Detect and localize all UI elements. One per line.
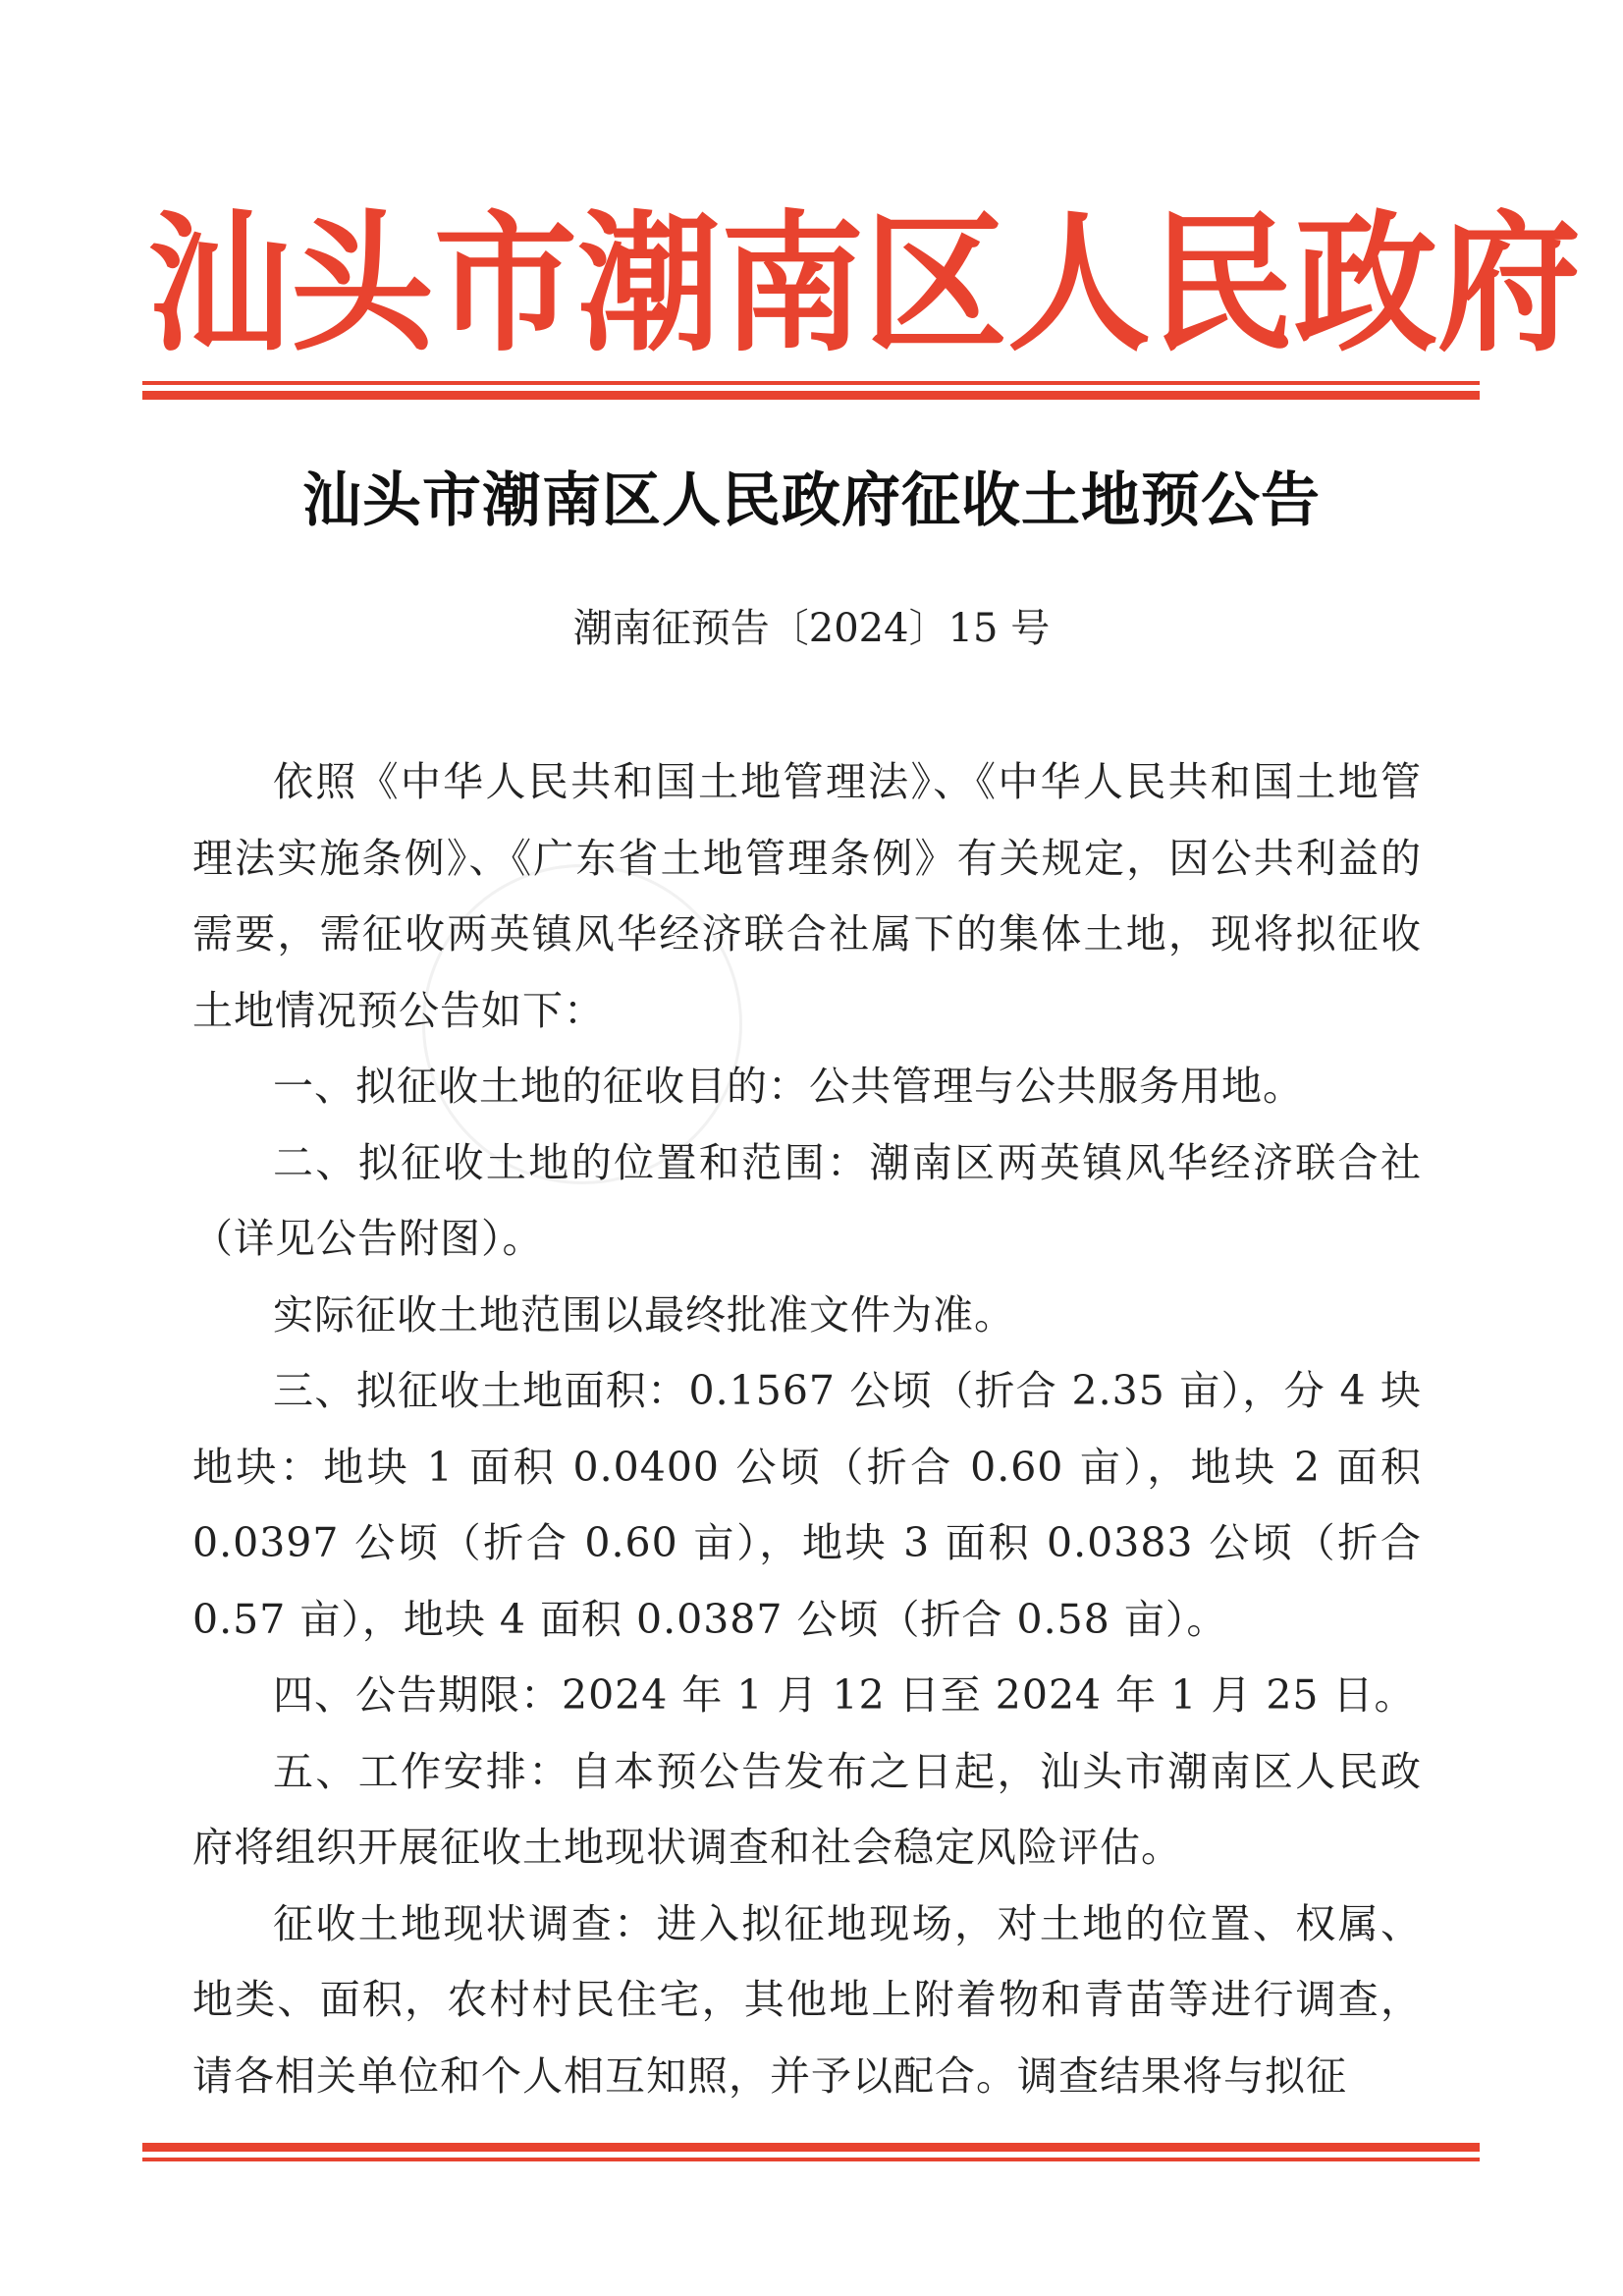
issuing-agency-masthead bbox=[147, 195, 1581, 373]
header-rule-thick bbox=[142, 391, 1480, 400]
paragraph: 依照《中华人民共和国土地管理法》、《中华人民共和国土地管理法实施条例》、《广东省土地管理条例》有关规定，因公共利益的需要，需征收两英镇风华经济联合社属下的集体土地，现将拟征收土地情况预公告如下： bbox=[192, 758, 1422, 1034]
paragraph: 征收土地现状调查：进入拟征地现场，对土地的位置、权属、地类、面积，农村村民住宅，其他地上附着物和青苗等进行调查，请各相关单位和个人相互知照，并予以配合。调查结果将与拟征 bbox=[192, 1899, 1422, 2100]
footer-rule-thick bbox=[142, 2143, 1480, 2152]
paragraph: 五、工作安排：自本预公告发布之日起，汕头市潮南区人民政府将组织开展征收土地现状调查和社会稳定风险评估。 bbox=[192, 1747, 1422, 1871]
paragraph: 实际征收土地范围以最终批准文件为准。 bbox=[273, 1290, 1015, 1339]
masthead-char: 潮 bbox=[577, 195, 721, 373]
paragraph: 三、拟征收土地面积：0.1567 公顷（折合 2.35 亩），分 4 块地块：地块 1 面积 0.0400 公顷（折合 0.60 亩），地块 2 面积 0.0397 公顷（折合 0.60 亩），地块 3 面积 0.0383 公顷（折合 0.57 亩），地块 4 面积 0.0387 公顷（折合 0.58 亩）。 bbox=[192, 1367, 1422, 1643]
masthead-char: 汕 bbox=[147, 195, 291, 373]
document-body bbox=[192, 744, 1422, 2114]
masthead-char: 政 bbox=[1294, 195, 1437, 373]
masthead-char: 头 bbox=[291, 195, 434, 373]
paragraph: 二、拟征收土地的位置和范围：潮南区两英镇风华经济联合社（详见公告附图）。 bbox=[192, 1138, 1422, 1262]
masthead-char: 民 bbox=[1151, 195, 1294, 373]
masthead-char: 府 bbox=[1437, 195, 1581, 373]
paragraph: 一、拟征收土地的征收目的：公共管理与公共服务用地。 bbox=[273, 1063, 1304, 1110]
masthead-char: 区 bbox=[864, 195, 1007, 373]
header-rule-thin bbox=[142, 381, 1480, 385]
masthead-char: 南 bbox=[721, 195, 864, 373]
page-title: 汕头市潮南区人民政府征收土地预公告 bbox=[302, 466, 1321, 535]
paragraph: 四、公告期限：2024 年 1 月 12 日至 2024 年 1 月 25 日。 bbox=[273, 1671, 1416, 1719]
footer-rule-thin bbox=[142, 2158, 1480, 2161]
document-number: 潮南征预告〔2024〕15 号 bbox=[572, 606, 1051, 651]
masthead-char: 市 bbox=[434, 195, 577, 373]
masthead-char: 人 bbox=[1007, 195, 1151, 373]
